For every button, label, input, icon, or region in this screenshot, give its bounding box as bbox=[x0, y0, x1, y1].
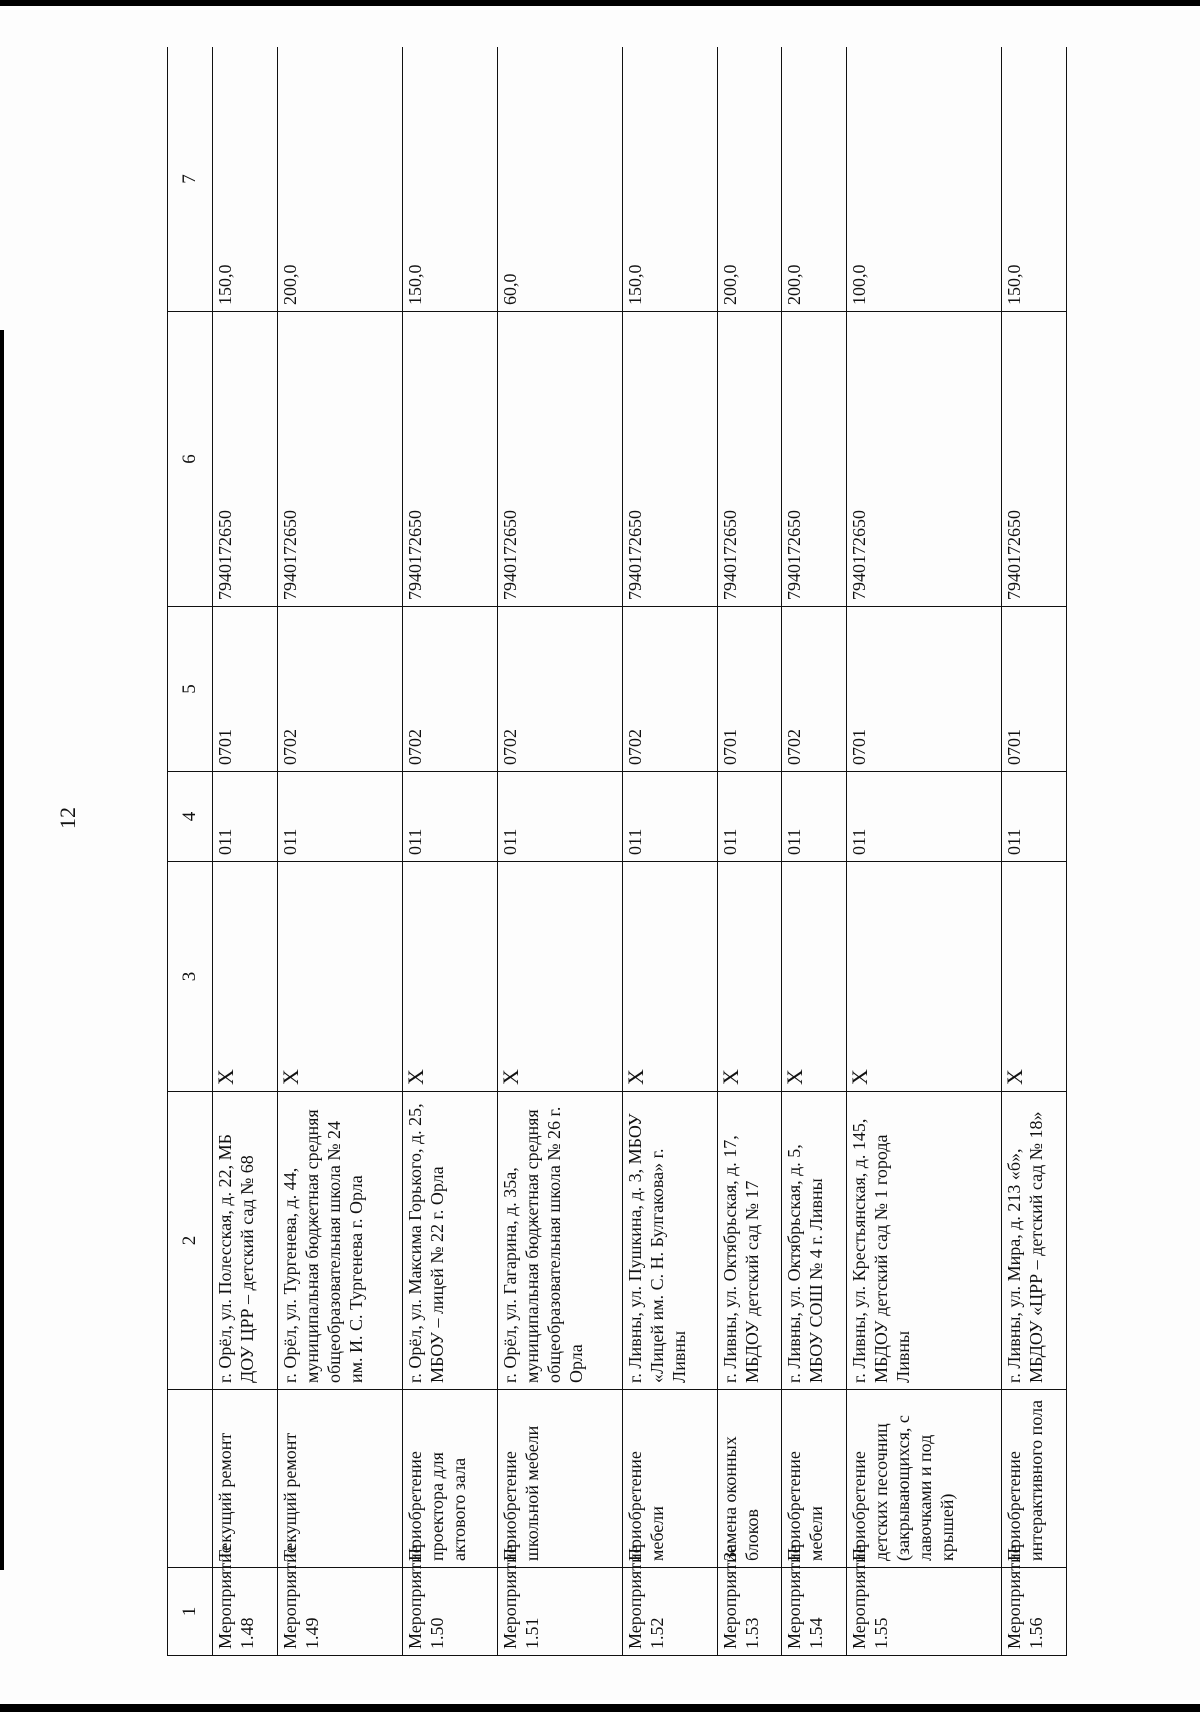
code-cell: 011 bbox=[846, 772, 1001, 862]
measure-name-cell: Приобретение интерактивного пола bbox=[1002, 1390, 1067, 1568]
amount-cell: 150,0 bbox=[213, 47, 278, 312]
address-cell: г. Орёл, ул. Полесская, д. 22, МБ ДОУ ЦРР – детский сад № 68 bbox=[213, 1092, 278, 1390]
header-row bbox=[168, 47, 213, 1656]
table-row bbox=[1002, 47, 1067, 1656]
code-cell: 011 bbox=[1002, 772, 1067, 862]
amount-cell: 200,0 bbox=[277, 47, 402, 312]
section-cell: 0702 bbox=[497, 607, 622, 772]
measure-id-cell: Мероприятие 1.56 bbox=[1002, 1568, 1067, 1656]
table-row bbox=[622, 47, 717, 1656]
section-cell: 0702 bbox=[782, 607, 847, 772]
address-cell: г. Орёл, ул. Тургенева, д. 44, муниципальная бюджетная средняя общеобразовательная школа № 24 им. И. С. Тургенева г. Орла bbox=[277, 1092, 402, 1390]
mark-cell: X bbox=[277, 862, 402, 1092]
target-code-cell: 7940172650 bbox=[717, 312, 782, 607]
amount-cell: 150,0 bbox=[1002, 47, 1067, 312]
measure-id-cell: Мероприятие 1.54 bbox=[782, 1568, 847, 1656]
table-row bbox=[497, 47, 622, 1656]
target-code-cell: 7940172650 bbox=[213, 312, 278, 607]
section-cell: 0701 bbox=[1002, 607, 1067, 772]
table-row bbox=[782, 47, 847, 1656]
target-code-cell: 7940172650 bbox=[402, 312, 497, 607]
target-code-cell: 7940172650 bbox=[622, 312, 717, 607]
mark-cell: X bbox=[402, 862, 497, 1092]
code-cell: 011 bbox=[622, 772, 717, 862]
mark-cell: X bbox=[782, 862, 847, 1092]
amount-cell: 200,0 bbox=[782, 47, 847, 312]
mark-cell: X bbox=[846, 862, 1001, 1092]
measure-id-cell: Мероприятие 1.50 bbox=[402, 1568, 497, 1656]
measure-name-cell: Приобретение детских песочниц (закрывающихся, с лавочками и под крышей) bbox=[846, 1390, 1001, 1568]
target-code-cell: 7940172650 bbox=[497, 312, 622, 607]
code-cell: 011 bbox=[717, 772, 782, 862]
measure-name-cell: Текущий ремонт bbox=[213, 1390, 278, 1568]
header-cell-6: 6 bbox=[168, 312, 213, 607]
code-cell: 011 bbox=[402, 772, 497, 862]
measure-id-cell: Мероприятие 1.55 bbox=[846, 1568, 1001, 1656]
scan-edge-bottom bbox=[0, 1704, 1200, 1712]
measure-name-cell: Замена оконных блоков bbox=[717, 1390, 782, 1568]
code-cell: 011 bbox=[213, 772, 278, 862]
table-row bbox=[402, 47, 497, 1656]
measure-name-cell: Приобретение школьной мебели bbox=[497, 1390, 622, 1568]
header-cell-3: 3 bbox=[168, 862, 213, 1092]
target-code-cell: 7940172650 bbox=[846, 312, 1001, 607]
address-cell: г. Орёл, ул. Максима Горького, д. 25, МБОУ – лицей № 22 г. Орла bbox=[402, 1092, 497, 1390]
header-cell-blank bbox=[168, 1390, 213, 1568]
header-cell-1: 1 bbox=[168, 1568, 213, 1656]
header-cell-5: 5 bbox=[168, 607, 213, 772]
table-row bbox=[846, 47, 1001, 1656]
header-cell-4: 4 bbox=[168, 772, 213, 862]
address-cell: г. Ливны, ул. Октябрьская, д. 5, МБОУ СОШ № 4 г. Ливны bbox=[782, 1092, 847, 1390]
amount-cell: 150,0 bbox=[622, 47, 717, 312]
amount-cell: 150,0 bbox=[402, 47, 497, 312]
target-code-cell: 7940172650 bbox=[782, 312, 847, 607]
section-cell: 0702 bbox=[277, 607, 402, 772]
measure-id-cell: Мероприятие 1.51 bbox=[497, 1568, 622, 1656]
section-cell: 0701 bbox=[846, 607, 1001, 772]
amount-cell: 100,0 bbox=[846, 47, 1001, 312]
scan-edge-top bbox=[0, 0, 1200, 6]
code-cell: 011 bbox=[497, 772, 622, 862]
amount-cell: 60,0 bbox=[497, 47, 622, 312]
table-row bbox=[277, 47, 402, 1656]
section-cell: 0701 bbox=[717, 607, 782, 772]
measure-name-cell: Приобретение мебели bbox=[782, 1390, 847, 1568]
measures-table bbox=[167, 47, 1067, 1656]
code-cell: 011 bbox=[277, 772, 402, 862]
rotated-table-frame bbox=[167, 47, 1067, 1656]
mark-cell: X bbox=[213, 862, 278, 1092]
mark-cell: X bbox=[717, 862, 782, 1092]
measure-id-cell: Мероприятие 1.49 bbox=[277, 1568, 402, 1656]
header-cell-2: 2 bbox=[168, 1092, 213, 1390]
address-cell: г. Орёл, ул. Гагарина, д. 35а, муниципальная бюджетная средняя общеобразовательная школа № 26 г. Орла bbox=[497, 1092, 622, 1390]
measure-id-cell: Мероприятие 1.48 bbox=[213, 1568, 278, 1656]
measure-name-cell: Приобретение проектора для актового зала bbox=[402, 1390, 497, 1568]
mark-cell: X bbox=[622, 862, 717, 1092]
page-number: 12 bbox=[55, 807, 80, 829]
measure-id-cell: Мероприятие 1.52 bbox=[622, 1568, 717, 1656]
table-row bbox=[717, 47, 782, 1656]
measure-name-cell: Текущий ремонт bbox=[277, 1390, 402, 1568]
code-cell: 011 bbox=[782, 772, 847, 862]
mark-cell: X bbox=[1002, 862, 1067, 1092]
section-cell: 0702 bbox=[622, 607, 717, 772]
section-cell: 0702 bbox=[402, 607, 497, 772]
amount-cell: 200,0 bbox=[717, 47, 782, 312]
scan-edge-left bbox=[0, 330, 4, 1570]
address-cell: г. Ливны, ул. Мира, д. 213 «б», МБДОУ «ЦРР – детский сад № 18» bbox=[1002, 1092, 1067, 1390]
target-code-cell: 7940172650 bbox=[277, 312, 402, 607]
address-cell: г. Ливны, ул. Пушкина, д. 3, МБОУ «Лицей им. С. Н. Булгакова» г. Ливны bbox=[622, 1092, 717, 1390]
address-cell: г. Ливны, ул. Крестьянская, д. 145, МБДОУ детский сад № 1 города Ливны bbox=[846, 1092, 1001, 1390]
table-row bbox=[213, 47, 278, 1656]
target-code-cell: 7940172650 bbox=[1002, 312, 1067, 607]
address-cell: г. Ливны, ул. Октябрьская, д. 17, МБДОУ детский сад № 17 bbox=[717, 1092, 782, 1390]
measure-id-cell: Мероприятие 1.53 bbox=[717, 1568, 782, 1656]
section-cell: 0701 bbox=[213, 607, 278, 772]
mark-cell: X bbox=[497, 862, 622, 1092]
measure-name-cell: Приобретение мебели bbox=[622, 1390, 717, 1568]
rotated-table-container bbox=[167, 47, 1067, 1656]
header-cell-7: 7 bbox=[168, 47, 213, 312]
